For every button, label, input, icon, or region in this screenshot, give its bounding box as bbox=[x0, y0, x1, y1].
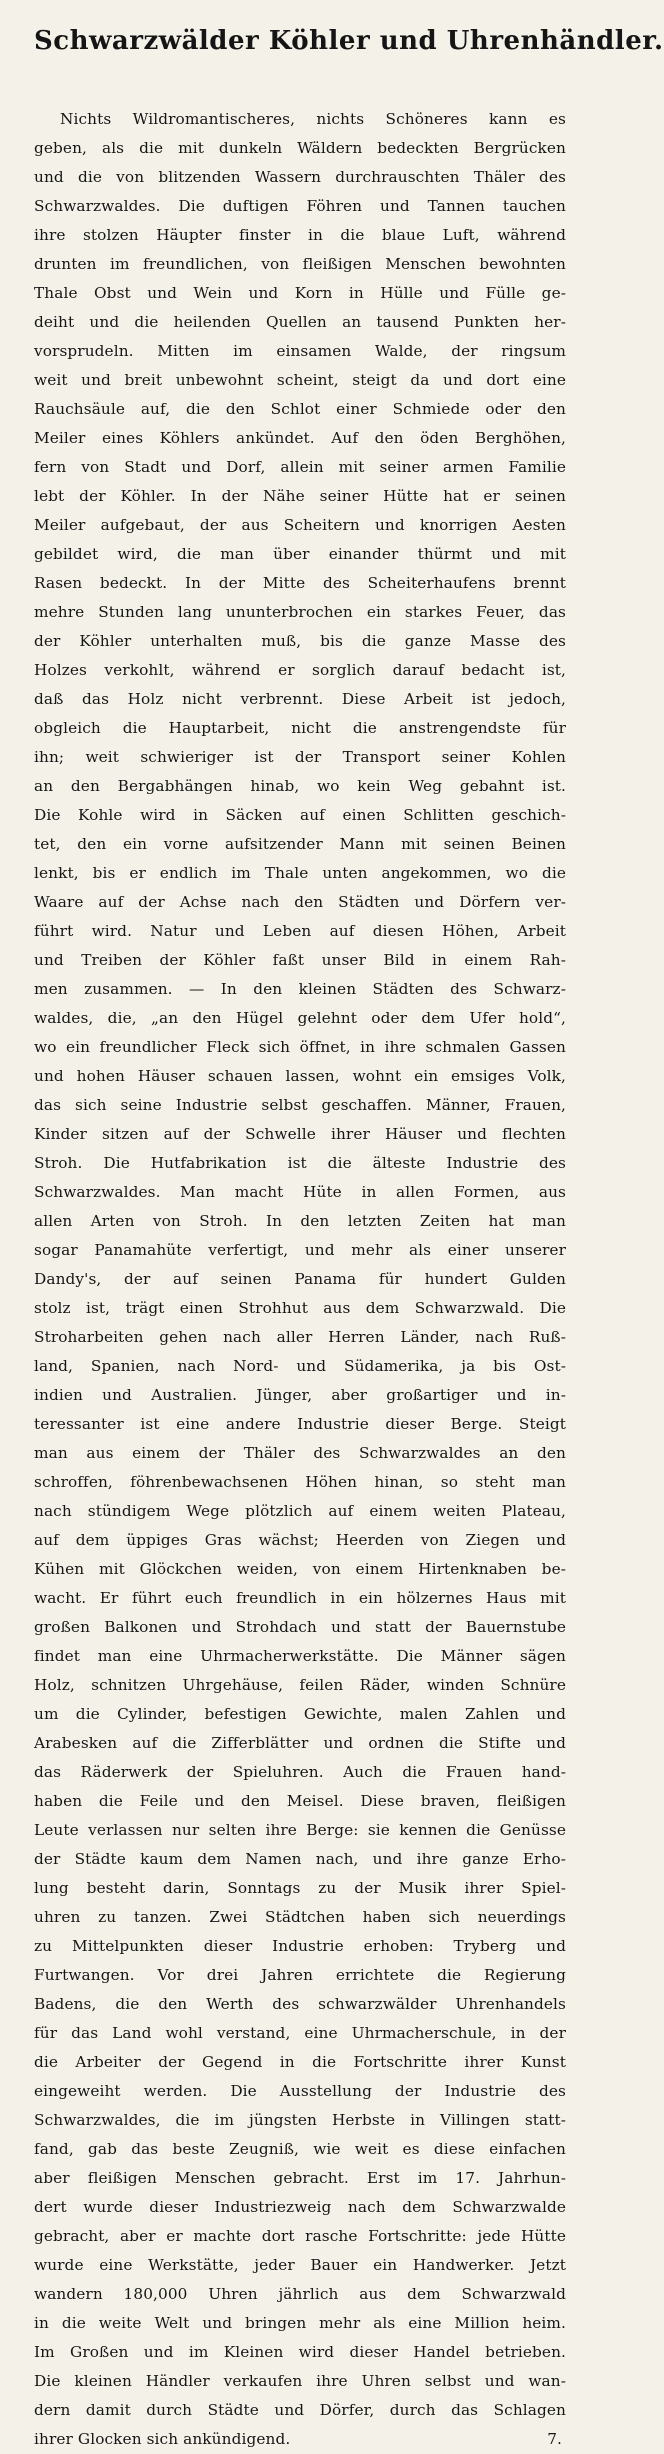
text-line: ihn; weit schwieriger ist der Transport seiner Kohlen bbox=[34, 748, 566, 766]
text-line: waldes, die, „an den Hügel gelehnt oder dem Ufer hold“, bbox=[34, 1009, 566, 1027]
text-line: auf dem üppiges Gras wächst; Heerden von Ziegen und bbox=[34, 1531, 566, 1549]
text-line: Rauchsäule auf, die den Schlot einer Schmiede oder den bbox=[34, 400, 566, 418]
text-line: Thale Obst und Wein und Korn in Hülle und Fülle ge- bbox=[34, 284, 566, 302]
text-line: deiht und die heilenden Quellen an tausend Punkten her- bbox=[34, 313, 566, 331]
text-line: Stroh. Die Hutfabrikation ist die älteste Industrie des bbox=[34, 1154, 566, 1172]
text-line: Dandy's, der auf seinen Panama für hundert Gulden bbox=[34, 1270, 566, 1288]
text-line: schroffen, föhrenbewachsenen Höhen hinan, so steht man bbox=[34, 1473, 566, 1491]
text-line: ihre stolzen Häupter finster in die blaue Luft, während bbox=[34, 226, 566, 244]
text-line: der Städte kaum dem Namen nach, und ihre ganze Erho- bbox=[34, 1850, 566, 1868]
text-line: eingeweiht werden. Die Ausstellung der Industrie des bbox=[34, 2082, 566, 2100]
article-title: Schwarzwälder Köhler und Uhrenhändler. bbox=[34, 26, 664, 56]
text-line: Rasen bedeckt. In der Mitte des Scheiterhaufens brennt bbox=[34, 574, 566, 592]
text-line: Kühen mit Glöckchen weiden, von einem Hirtenknaben be- bbox=[34, 1560, 566, 1578]
text-line: drunten im freundlichen, von fleißigen Menschen bewohnten bbox=[34, 255, 566, 273]
text-line: aber fleißigen Menschen gebracht. Erst im 17. Jahrhun- bbox=[34, 2169, 566, 2187]
text-line: stolz ist, trägt einen Strohhut aus dem Schwarzwald. Die bbox=[34, 1299, 566, 1317]
text-line: land, Spanien, nach Nord- und Südamerika, ja bis Ost- bbox=[34, 1357, 566, 1375]
text-line: zu Mittelpunkten dieser Industrie erhoben: Tryberg und bbox=[34, 1937, 566, 1955]
text-line: Waare auf der Achse nach den Städten und Dörfern ver- bbox=[34, 893, 566, 911]
text-line: an den Bergabhängen hinab, wo kein Weg gebahnt ist. bbox=[34, 777, 566, 795]
text-line: ihrer Glocken sich ankündigend. bbox=[34, 2430, 291, 2448]
text-line: haben die Feile und den Meisel. Diese braven, fleißigen bbox=[34, 1792, 566, 1810]
text-line: vorsprudeln. Mitten im einsamen Walde, der ringsum bbox=[34, 342, 566, 360]
text-line: Holz, schnitzen Uhrgehäuse, feilen Räder, winden Schnüre bbox=[34, 1676, 566, 1694]
text-line: gebildet wird, die man über einander thürmt und mit bbox=[34, 545, 566, 563]
text-line: Im Großen und im Kleinen wird dieser Handel betrieben. bbox=[34, 2343, 566, 2361]
text-line: wacht. Er führt euch freundlich in ein hölzernes Haus mit bbox=[34, 1589, 566, 1607]
text-line: uhren zu tanzen. Zwei Städtchen haben sich neuerdings bbox=[34, 1908, 566, 1926]
text-line: das sich seine Industrie selbst geschaffen. Männer, Frauen, bbox=[34, 1096, 566, 1114]
text-line: daß das Holz nicht verbrennt. Diese Arbeit ist jedoch, bbox=[34, 690, 566, 708]
text-line: indien und Australien. Jünger, aber großartiger und in- bbox=[34, 1386, 566, 1404]
text-line: Schwarzwaldes. Man macht Hüte in allen Formen, aus bbox=[34, 1183, 566, 1201]
text-line: Schwarzwaldes. Die duftigen Föhren und Tannen tauchen bbox=[34, 197, 566, 215]
text-line: Die Kohle wird in Säcken auf einen Schlitten geschich- bbox=[34, 806, 566, 824]
text-line: weit und breit unbewohnt scheint, steigt da und dort eine bbox=[34, 371, 566, 389]
text-line: dert wurde dieser Industriezweig nach dem Schwarzwalde bbox=[34, 2198, 566, 2216]
text-line: das Räderwerk der Spieluhren. Auch die Frauen hand- bbox=[34, 1763, 566, 1781]
text-line: in die weite Welt und bringen mehr als eine Million heim. bbox=[34, 2314, 566, 2332]
text-line: großen Balkonen und Strohdach und statt der Bauernstube bbox=[34, 1618, 566, 1636]
page-number: 7. bbox=[547, 2430, 562, 2448]
text-line: findet man eine Uhrmacherwerkstätte. Die Männer sägen bbox=[34, 1647, 566, 1665]
text-line: Badens, die den Werth des schwarzwälder Uhrenhandels bbox=[34, 1995, 566, 2013]
text-line: Furtwangen. Vor drei Jahren errichtete die Regierung bbox=[34, 1966, 566, 1984]
text-line: man aus einem der Thäler des Schwarzwaldes an den bbox=[34, 1444, 566, 1462]
text-line: teressanter ist eine andere Industrie dieser Berge. Steigt bbox=[34, 1415, 566, 1433]
text-line: und Treiben der Köhler faßt unser Bild in einem Rah- bbox=[34, 951, 566, 969]
text-line: und die von blitzenden Wassern durchrauschten Thäler des bbox=[34, 168, 566, 186]
text-line: dern damit durch Städte und Dörfer, durch das Schlagen bbox=[34, 2401, 566, 2419]
text-line: wurde eine Werkstätte, jeder Bauer ein Handwerker. Jetzt bbox=[34, 2256, 566, 2274]
text-line: gebracht, aber er machte dort rasche Fortschritte: jede Hütte bbox=[34, 2227, 566, 2245]
text-line: Leute verlassen nur selten ihre Berge: sie kennen die Genüsse bbox=[34, 1821, 566, 1839]
text-line: wo ein freundlicher Fleck sich öffnet, in ihre schmalen Gassen bbox=[34, 1038, 566, 1056]
text-line: führt wird. Natur und Leben auf diesen Höhen, Arbeit bbox=[34, 922, 566, 940]
text-line: Kinder sitzen auf der Schwelle ihrer Häuser und flechten bbox=[34, 1125, 566, 1143]
text-line: Holzes verkohlt, während er sorglich darauf bedacht ist, bbox=[34, 661, 566, 679]
text-line: sogar Panamahüte verfertigt, und mehr als einer unserer bbox=[34, 1241, 566, 1259]
text-line: fand, gab das beste Zeugniß, wie weit es diese einfachen bbox=[34, 2140, 566, 2158]
text-line: nach stündigem Wege plötzlich auf einem weiten Plateau, bbox=[34, 1502, 566, 1520]
text-line: allen Arten von Stroh. In den letzten Zeiten hat man bbox=[34, 1212, 566, 1230]
text-line: um die Cylinder, befestigen Gewichte, malen Zahlen und bbox=[34, 1705, 566, 1723]
text-line: Die kleinen Händler verkaufen ihre Uhren selbst und wan- bbox=[34, 2372, 566, 2390]
text-line: men zusammen. — In den kleinen Städten des Schwarz- bbox=[34, 980, 566, 998]
text-line: geben, als die mit dunkeln Wäldern bedeckten Bergrücken bbox=[34, 139, 566, 157]
last-line-row bbox=[34, 2425, 566, 2454]
text-line: und hohen Häuser schauen lassen, wohnt ein emsiges Volk, bbox=[34, 1067, 566, 1085]
text-line: tet, den ein vorne aufsitzender Mann mit seinen Beinen bbox=[34, 835, 566, 853]
text-line: Meiler eines Köhlers ankündet. Auf den öden Berghöhen, bbox=[34, 429, 566, 447]
text-line: Nichts Wildromantischeres, nichts Schöneres kann es bbox=[60, 110, 566, 128]
text-line: für das Land wohl verstand, eine Uhrmacherschule, in der bbox=[34, 2024, 566, 2042]
text-line: mehre Stunden lang ununterbrochen ein starkes Feuer, das bbox=[34, 603, 566, 621]
text-line: Schwarzwaldes, die im jüngsten Herbste in Villingen statt- bbox=[34, 2111, 566, 2129]
text-line: die Arbeiter der Gegend in die Fortschritte ihrer Kunst bbox=[34, 2053, 566, 2071]
text-line: Stroharbeiten gehen nach aller Herren Länder, nach Ruß- bbox=[34, 1328, 566, 1346]
text-line: lenkt, bis er endlich im Thale unten angekommen, wo die bbox=[34, 864, 566, 882]
text-line: Meiler aufgebaut, der aus Scheitern und knorrigen Aesten bbox=[34, 516, 566, 534]
article-body bbox=[34, 105, 566, 2454]
text-line: lung besteht darin, Sonntags zu der Musik ihrer Spiel- bbox=[34, 1879, 566, 1897]
text-line: wandern 180,000 Uhren jährlich aus dem Schwarzwald bbox=[34, 2285, 566, 2303]
text-line: fern von Stadt und Dorf, allein mit seiner armen Familie bbox=[34, 458, 566, 476]
text-line: lebt der Köhler. In der Nähe seiner Hütte hat er seinen bbox=[34, 487, 566, 505]
text-line: der Köhler unterhalten muß, bis die ganze Masse des bbox=[34, 632, 566, 650]
text-line: obgleich die Hauptarbeit, nicht die anstrengendste für bbox=[34, 719, 566, 737]
text-line: Arabesken auf die Zifferblätter und ordnen die Stifte und bbox=[34, 1734, 566, 1752]
